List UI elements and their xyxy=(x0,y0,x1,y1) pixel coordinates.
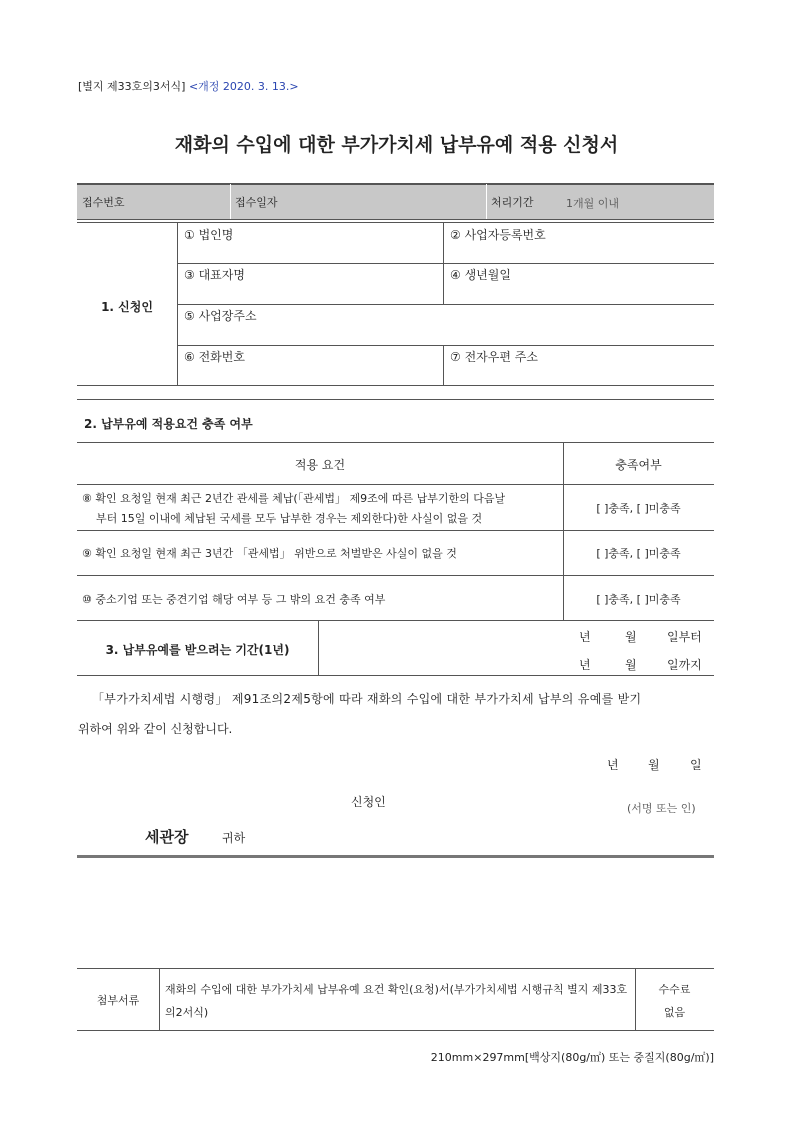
requirement-9-line1: ⑨ 확인 요청일 현재 최근 3년간 「관세법」 위반으로 처벌받은 사실이 없을 것 xyxy=(82,547,457,560)
page-title: 재화의 수입에 대한 부가가치세 납부유예 적용 신청서 xyxy=(174,134,619,156)
recipient-name: 세관장 xyxy=(145,828,189,846)
period-from-month[interactable]: 월 xyxy=(625,630,637,644)
address-field[interactable]: ⑤ 사업장주소 xyxy=(184,309,257,323)
requirements-section-label: 2. 납부유예 적용요건 충족 여부 xyxy=(84,417,253,431)
birth-date-field[interactable]: ④ 생년월일 xyxy=(450,268,511,282)
apply-year[interactable]: 년 xyxy=(607,758,619,772)
signature-hint[interactable]: (서명 또는 인) xyxy=(627,802,696,815)
attachment-label: 첨부서류 xyxy=(96,994,140,1007)
biz-reg-no-field[interactable]: ② 사업자등록번호 xyxy=(450,228,546,242)
statement-line1: 「부가가치세법 시행령」 제91조의2제5항에 따라 재화의 수입에 대한 부가가치세 납부의 유예를 받기 xyxy=(92,692,642,706)
status-column-header: 충족여부 xyxy=(615,458,662,472)
fee-value: 없음 xyxy=(663,1006,686,1019)
requirement-8-line2: 부터 15일 이내에 체납된 국세를 모두 납부한 경우는 제외한다)한 사실이 없을 것 xyxy=(96,512,483,525)
revision-date: <개정 2020. 3. 13.> xyxy=(188,80,299,93)
recipient-suffix: 귀하 xyxy=(222,831,246,845)
receipt-number-label: 접수번호 xyxy=(82,196,125,209)
paper-spec-footer: 210mm×297mm[백상지(80g/㎡) 또는 중질지(80g/㎡)] xyxy=(430,1051,714,1064)
period-section-label: 3. 납부유예를 받으려는 기간(1년) xyxy=(105,643,290,657)
requirement-10-status[interactable]: [ ]충족, [ ]미충족 xyxy=(596,593,681,606)
requirement-9-status[interactable]: [ ]충족, [ ]미충족 xyxy=(596,547,681,560)
processing-period-label: 처리기간 xyxy=(491,196,534,209)
corp-name-field[interactable]: ① 법인명 xyxy=(184,228,234,242)
period-to-day[interactable]: 일까지 xyxy=(667,658,702,672)
apply-month[interactable]: 월 xyxy=(648,758,660,772)
apply-day[interactable]: 일 xyxy=(690,758,702,772)
receipt-date-label: 접수일자 xyxy=(235,196,278,209)
attachment-line1: 재화의 수입에 대한 부가가치세 납부유예 요건 확인(요청)서(부가가치세법 시행규칙 별지 제33호 xyxy=(165,983,628,996)
statement-line2: 위하여 위와 같이 신청합니다. xyxy=(78,722,233,736)
period-to-month[interactable]: 월 xyxy=(625,658,637,672)
phone-field[interactable]: ⑥ 전화번호 xyxy=(184,350,245,364)
period-from-day[interactable]: 일부터 xyxy=(667,630,702,644)
email-field[interactable]: ⑦ 전자우편 주소 xyxy=(450,350,538,364)
applicant-section-label: 1. 신청인 xyxy=(101,300,153,314)
period-from-year[interactable]: 년 xyxy=(579,630,591,644)
requirement-8-status[interactable]: [ ]충족, [ ]미충족 xyxy=(596,502,681,515)
representative-field[interactable]: ③ 대표자명 xyxy=(184,268,245,282)
form-reference: [별지 제33호의3서식] xyxy=(78,80,186,93)
period-to-year[interactable]: 년 xyxy=(579,658,591,672)
processing-period-value: 1개월 이내 xyxy=(566,197,619,210)
requirement-10-line1: ⑩ 중소기업 또는 중견기업 해당 여부 등 그 밖의 요건 충족 여부 xyxy=(82,593,386,606)
form-header xyxy=(78,78,299,94)
fee-label: 수수료 xyxy=(658,983,691,996)
applicant-signature-label: 신청인 xyxy=(351,795,386,809)
requirement-column-header: 적용 요건 xyxy=(294,458,346,472)
requirement-8-line1: ⑧ 확인 요청일 현재 최근 2년간 관세를 체납(「관세법」 제9조에 따른 납부기한의 다음날 xyxy=(82,492,506,505)
attachment-line2: 의2서식) xyxy=(165,1006,209,1019)
